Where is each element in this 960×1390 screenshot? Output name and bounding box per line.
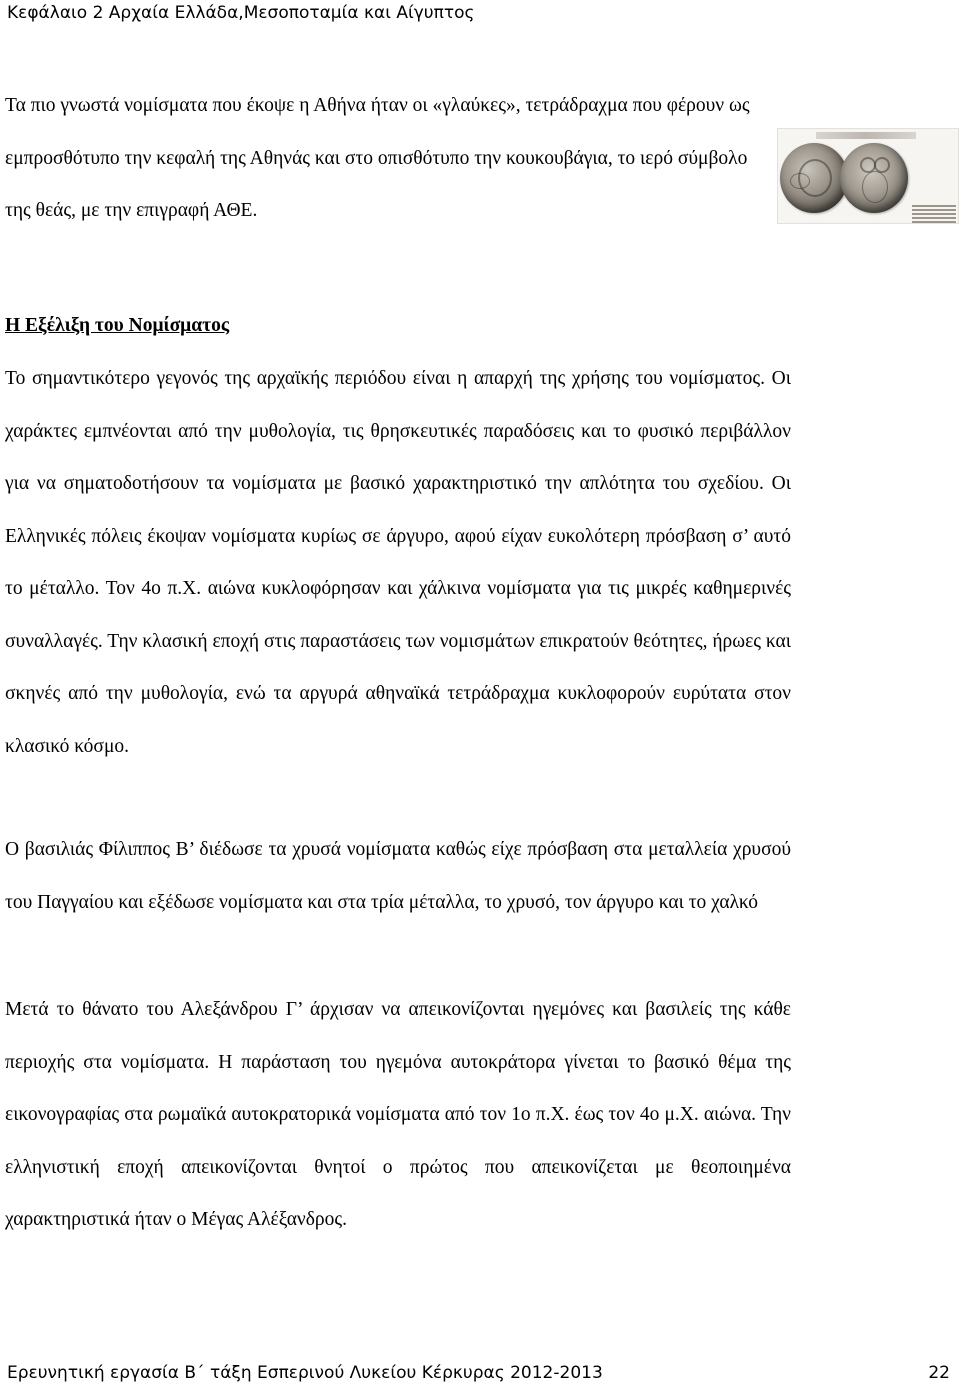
coin-image-caption-lines bbox=[912, 205, 956, 224]
coin-image-label-bar bbox=[816, 132, 916, 139]
page-header: Κεφάλαιο 2 Αρχαία Ελλάδα,Μεσοποταμία και Αίγυπτος bbox=[7, 3, 475, 23]
paragraph-philip-ii: Ο βασιλιάς Φίλιππος Β’ διέδωσε τα χρυσά νομίσματα καθώς είχε πρόσβαση στα μεταλλεία χρυσού του Παγγαίου και εξέδωσε νομίσματα και στα τρία μέταλλα, το χρυσό, τον άργυρο και το χαλκό bbox=[5, 839, 791, 913]
coin-obverse-athena-head bbox=[780, 143, 848, 213]
tetradrachm-coin-image bbox=[777, 128, 959, 224]
paragraph-after-alexander: Μετά το θάνατο του Αλεξάνδρου Γ’ άρχισαν να απεικονίζονται ηγεμόνες και βασιλείς της κάθε περιοχής στα νομίσματα. Η παράσταση του ηγεμόνα αυτοκράτορα γίνεται το βασικό θέμα της εικονογραφίας στα ρωμαϊκά αυτοκρατορικά νομίσματα από τον 1ο π.Χ. έως τον 4ο μ.Χ. αιώνα. Την ελληνιστική εποχή απεικονίζονται θνητοί ο πρώτος που απεικονίζεται με θεοποιημένα χαρακτηριστικά ήταν ο Μέγας Αλέξανδρος. bbox=[5, 999, 791, 1230]
page-number: 22 bbox=[928, 1363, 950, 1383]
footer-text: Ερευνητική εργασία Β΄ τάξη Εσπερινού Λυκείου Κέρκυρας 2012-2013 bbox=[7, 1363, 603, 1383]
page-footer bbox=[7, 1362, 950, 1384]
section-heading: Η Εξέλιξη του Νομίσματος bbox=[5, 315, 230, 336]
intro-paragraph: Τα πιο γνωστά νομίσματα που έκοψε η Αθήνα ήταν οι «γλαύκες», τετράδραχμα που φέρουν ως εμπροσθότυπο την κεφαλή της Αθηνάς και στο οπισθότυπο την κουκουβάγια, το ιερό σύμβολο της θεάς, με την επιγραφή ΑΘΕ. bbox=[5, 95, 750, 221]
coin-reverse-owl bbox=[840, 143, 908, 213]
paragraph-coinage-origins: Το σημαντικότερο γεγονός της αρχαϊκής περιόδου είναι η απαρχή της χρήσης του νομίσματος. Οι χαράκτες εμπνέονται από την μυθολογία, τις θρησκευτικές παραδόσεις και το φυσικό περιβάλλον για να σηματοδοτήσουν τα νομίσματα με βασικό χαρακτηριστικό την απλότητα του σχεδίου. Οι Ελληνικές πόλεις έκοψαν νομίσματα κυρίως σε άργυρο, αφού είχαν ευκολότερη πρόσβαση σ’ αυτό το μέταλλο. Τον 4ο π.Χ. αιώνα κυκλοφόρησαν και χάλκινα νομίσματα για τις μικρές καθημερινές συναλλαγές. Την κλασική εποχή στις παραστάσεις των νομισμάτων επικρατούν θεότητες, ήρωες και σκηνές από την μυθολογία, ενώ τα αργυρά αθηναϊκά τετράδραχμα κυκλοφορούν ευρύτατα στον κλασικό κόσμο. bbox=[5, 368, 791, 757]
